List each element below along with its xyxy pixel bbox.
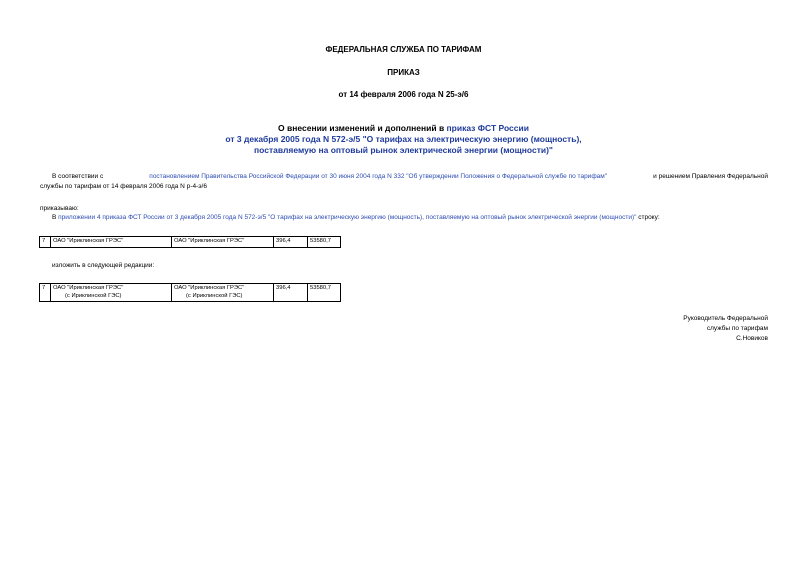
value-cell-2: 53580,7: [308, 237, 341, 248]
title-prefix: О внесении изменений и дополнений в: [278, 123, 447, 133]
buyer-cell: [172, 284, 274, 302]
value-cell-2: 53580,7: [308, 284, 341, 302]
supplier-cell: [51, 284, 172, 302]
preamble-line-1: [40, 172, 768, 182]
signature-position-2: службы по тарифам: [706, 325, 768, 332]
new-row-table: [39, 283, 341, 302]
signature-block: [683, 314, 768, 344]
document-type: ПРИКАЗ: [387, 68, 420, 77]
preamble-tail: и решением Правления Федеральной: [653, 173, 768, 180]
agency-name: ФЕДЕРАЛЬНАЯ СЛУЖБА ПО ТАРИФАМ: [325, 45, 482, 54]
buyer-name: ОАО "Ириклинская ГРЭС": [174, 285, 245, 291]
instruction-paragraph: [52, 213, 660, 222]
row-number: 7: [40, 284, 51, 302]
supplier-name: ОАО "Ириклинская ГРЭС": [53, 285, 124, 291]
instruction-tail: строку:: [636, 214, 660, 221]
table-row: [40, 284, 341, 302]
buyer-subtitle: (с Ириклинской ГЭС): [186, 292, 243, 299]
buyer-cell: ОАО "Ириклинская ГРЭС": [172, 237, 274, 248]
preamble-line-2: службы по тарифам от 14 февраля 2006 года N р-4-э/6: [40, 182, 207, 190]
value-cell-1: 396,4: [274, 237, 308, 248]
supplier-cell: ОАО "Ириклинская ГРЭС": [51, 237, 172, 248]
signature-position-1: Руководитель Федеральной: [683, 315, 768, 322]
replace-instruction: изложить в следующей редакции:: [52, 262, 155, 269]
value-cell-1: 396,4: [274, 284, 308, 302]
old-row-table: [39, 236, 341, 248]
document-title: [0, 123, 807, 156]
document-date: от 14 февраля 2006 года N 25-э/6: [338, 90, 469, 99]
preamble-paragraph: [40, 172, 768, 191]
fst-order-link[interactable]: приказ ФСТ России: [446, 123, 529, 133]
signature-name: С.Новиков: [736, 335, 768, 342]
preamble-lead: В соответствии с: [52, 173, 104, 180]
table-row: [40, 237, 341, 248]
order-word: приказываю:: [40, 205, 79, 212]
title-line-1: [0, 123, 807, 134]
government-decree-link[interactable]: постановлением Правительства Российской Федерации от 30 июня 2004 года N 332 "Об утверждении Положения о Федеральной службе по тарифам": [149, 173, 608, 180]
title-line-3[interactable]: поставляемую на оптовый рынок электрической энергии (мощности)": [254, 145, 553, 155]
supplier-subtitle: (с Ириклинской ГЭС): [65, 292, 122, 299]
appendix-link[interactable]: приложении 4 приказа ФСТ России от 3 декабря 2005 года N 572-э/5 "О тарифах на электрическую энергию (мощность), поставляемую на оптовый рынок электрической энергии (мощности)": [58, 214, 637, 221]
title-line-2[interactable]: от 3 декабря 2005 года N 572-э/5 "О тарифах на электрическую энергию (мощность),: [225, 134, 582, 144]
instruction-lead: В: [52, 214, 59, 221]
row-number: 7: [40, 237, 51, 248]
